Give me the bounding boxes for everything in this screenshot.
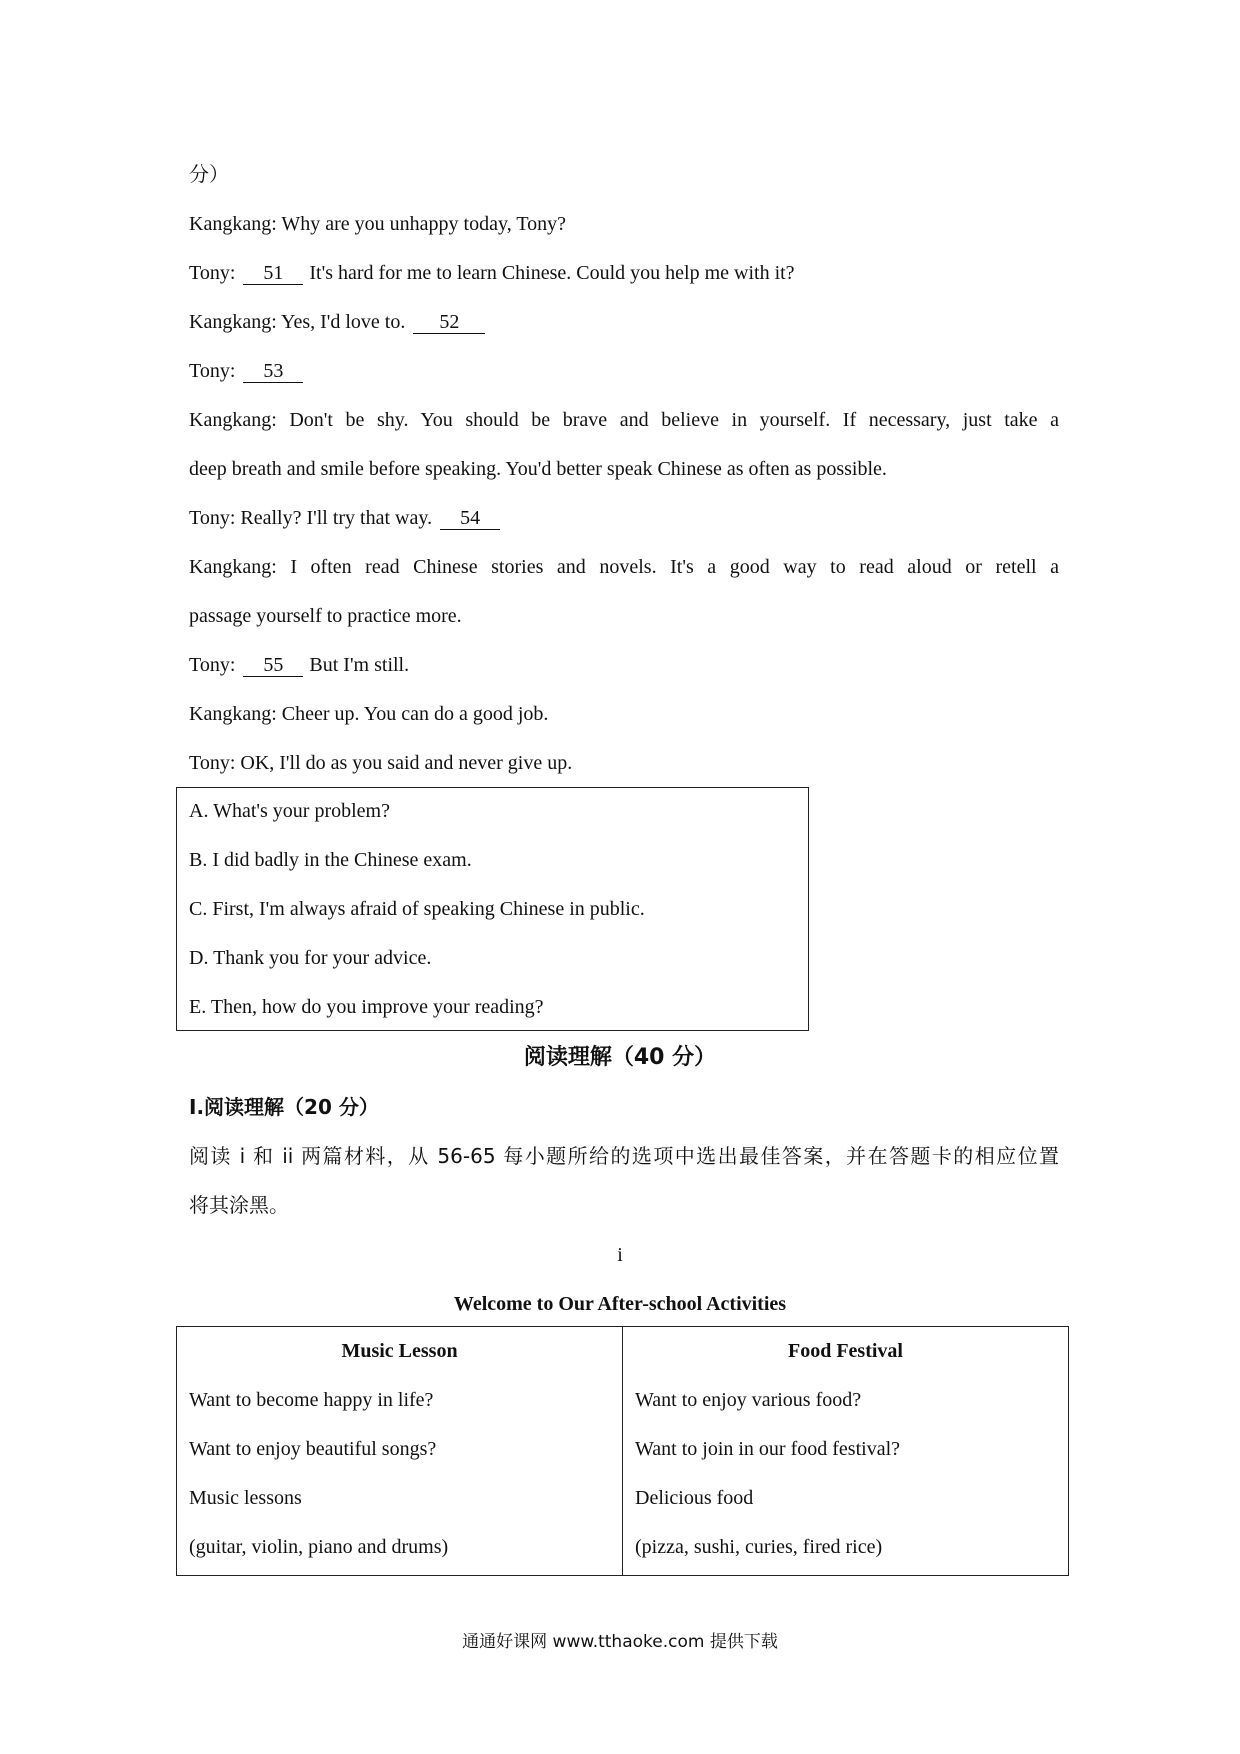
dialogue-text: It's hard for me to learn Chinese. Could you help me with it? — [309, 262, 795, 284]
music-row-4: (guitar, violin, piano and drums) — [189, 1536, 449, 1558]
music-row-3: Music lessons — [189, 1487, 302, 1509]
food-festival-header: Food Festival — [788, 1340, 903, 1362]
option-a: A. What's your problem? — [189, 800, 390, 822]
section-subtitle: I.阅读理解（20 分） — [189, 1095, 379, 1119]
music-lesson-column — [177, 1327, 623, 1576]
dialogue-text: Tony: Really? I'll try that way. — [189, 507, 433, 529]
dialogue-text: But I'm still. — [309, 654, 410, 676]
speaker: Tony: — [189, 654, 236, 676]
dialogue-line-1: Kangkang: Why are you unhappy today, Tony? — [189, 213, 567, 235]
section-title: 阅读理解（40 分） — [523, 1045, 717, 1070]
dialogue-line-7a: Kangkang: I often read Chinese stories and novels. It's a good way to read aloud or retell a — [189, 556, 1059, 578]
dialogue-line-4 — [189, 357, 309, 385]
food-row-4: (pizza, sushi, curies, fired rice) — [635, 1536, 883, 1558]
passage-marker: i — [617, 1244, 623, 1266]
page-footer: 通通好课网 www.tthaoke.com 提供下载 — [462, 1632, 778, 1652]
options-box — [176, 787, 809, 1031]
food-row-1: Want to enjoy various food? — [635, 1389, 862, 1411]
dialogue-line-9: Kangkang: Cheer up. You can do a good job. — [189, 703, 549, 725]
instruction-line-1: 阅读 i 和 ii 两篇材料，从 56-65 每小题所给的选项中选出最佳答案，并在答题卡的相应位置 — [189, 1144, 1059, 1168]
answer-blank-52: 52 — [413, 311, 485, 334]
answer-blank-51: 51 — [243, 262, 303, 285]
music-row-2: Want to enjoy beautiful songs? — [189, 1438, 437, 1460]
dialogue-line-3 — [189, 308, 491, 336]
passage-title: Welcome to Our After-school Activities — [453, 1293, 787, 1315]
dialogue-line-7b: passage yourself to practice more. — [189, 605, 462, 627]
food-row-2: Want to join in our food festival? — [635, 1438, 900, 1460]
option-e: E. Then, how do you improve your reading? — [189, 996, 544, 1018]
food-row-3: Delicious food — [635, 1487, 754, 1509]
dialogue-line-8 — [189, 651, 409, 679]
top-fragment: 分） — [189, 162, 229, 186]
dialogue-line-10: Tony: OK, I'll do as you said and never give up. — [189, 752, 573, 774]
dialogue-line-5a: Kangkang: Don't be shy. You should be brave and believe in yourself. If necessary, just take a — [189, 409, 1059, 431]
option-b: B. I did badly in the Chinese exam. — [189, 849, 472, 871]
dialogue-line-2 — [189, 259, 795, 287]
option-d: D. Thank you for your advice. — [189, 947, 432, 969]
answer-blank-54: 54 — [440, 507, 500, 530]
music-row-1: Want to become happy in life? — [189, 1389, 434, 1411]
dialogue-line-6 — [189, 504, 506, 532]
instruction-line-2: 将其涂黑。 — [189, 1193, 289, 1217]
option-c: C. First, I'm always afraid of speaking Chinese in public. — [189, 898, 645, 920]
dialogue-text: Kangkang: Yes, I'd love to. — [189, 311, 406, 333]
answer-blank-53: 53 — [243, 360, 303, 383]
dialogue-line-5b: deep breath and smile before speaking. You'd better speak Chinese as often as possible. — [189, 458, 887, 480]
speaker: Tony: — [189, 360, 236, 382]
food-festival-column — [623, 1327, 1069, 1576]
music-lesson-header: Music Lesson — [341, 1340, 458, 1362]
activities-table — [176, 1326, 1069, 1576]
speaker: Tony: — [189, 262, 236, 284]
answer-blank-55: 55 — [243, 654, 303, 677]
